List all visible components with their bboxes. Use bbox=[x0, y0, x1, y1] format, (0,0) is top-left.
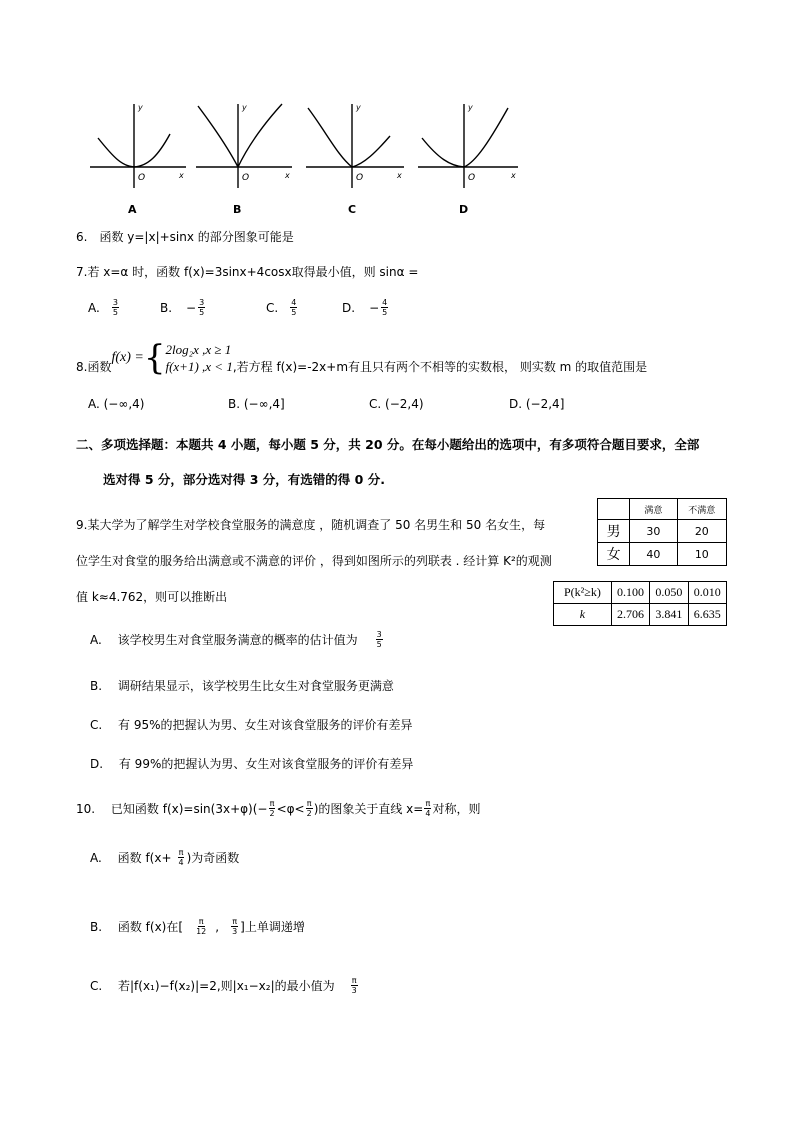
q8-option-b[interactable]: B. (−∞,4] bbox=[228, 397, 285, 411]
q10-option-a[interactable]: A. 函数 f(x+ $\frac{\pi}{4}$ )为奇函数 bbox=[90, 848, 240, 867]
graph-d bbox=[418, 103, 518, 216]
section2-heading-line2: 选对得 5 分，部分选对得 3 分，有选错的得 0 分. bbox=[103, 472, 385, 487]
q8-option-c[interactable]: C. (−2,4) bbox=[369, 397, 424, 411]
q9-option-a[interactable]: A. 该学校男生对食堂服务满意的概率的估计值为 $\frac{3}{5}$ bbox=[90, 630, 382, 649]
q9-option-b[interactable]: B. 调研结果显示，该学校男生比女生对食堂服务更满意 bbox=[90, 679, 394, 693]
q9-contingency-table: 满意 不满意 男 30 20 女 40 10 bbox=[597, 498, 727, 566]
q7-option-a[interactable]: A. $\frac{3}{5}$ bbox=[88, 298, 118, 317]
svg-text:y: y bbox=[356, 103, 361, 112]
graph-d-label: D bbox=[459, 203, 469, 216]
svg-text:O: O bbox=[242, 173, 250, 183]
q8-option-a[interactable]: A. (−∞,4) bbox=[88, 397, 145, 411]
q9-option-c[interactable]: C. 有 95%的把握认为男、女生对该食堂服务的评价有差异 bbox=[90, 718, 413, 732]
section2-heading-line1: 二、多项选择题：本题共 4 小题，每小题 5 分，共 20 分。在每小题给出的选项中，有多项符合题目要求，全部 bbox=[76, 437, 700, 452]
q6-stem: 6. 函数 y=|x|+sinx 的部分图象可能是 bbox=[76, 230, 294, 244]
graph-a-label: A bbox=[128, 203, 137, 216]
svg-text:x: x bbox=[511, 171, 516, 180]
q10-stem: 10. 已知函数 f(x)=sin(3x+φ)(− $\frac{\pi}{2}$ <φ< $\frac{\pi}{2}$ )的图象关于直线 x= $\frac{\pi}{4}$ 对称，则 bbox=[76, 799, 481, 818]
svg-text:x: x bbox=[397, 171, 402, 180]
q9-option-d[interactable]: D. 有 99%的把握认为男、女生对该食堂服务的评价有差异 bbox=[90, 757, 414, 771]
q8-stem: 8.函数 f(x) = { 2log₂x ,x ≥ 1 f(x+1) ,x < 1 ,若方程 f(x)=-2x+m有且只有两个不相等的实数根， 则实数 m 的取值范围是 bbox=[76, 337, 648, 378]
graph-c-label: C bbox=[348, 203, 357, 216]
graph-c bbox=[306, 103, 404, 216]
svg-text:y: y bbox=[242, 103, 247, 112]
svg-text:x: x bbox=[285, 171, 290, 180]
q7-option-c[interactable]: C. $\frac{4}{5}$ bbox=[266, 298, 297, 317]
q10-option-c[interactable]: C. 若|f(x₁)−f(x₂)|=2,则|x₁−x₂|的最小值为 $\frac{\pi}{3}$ bbox=[90, 976, 357, 995]
graph-a-y-label: y bbox=[138, 103, 143, 112]
svg-text:O: O bbox=[468, 173, 476, 183]
table-row: 女 40 10 bbox=[598, 543, 727, 566]
q7-stem: 7.若 x=α 时，函数 f(x)=3sinx+4cosx取得最小值，则 sinα = bbox=[76, 265, 419, 279]
q7-option-b[interactable]: B. − $\frac{3}{5}$ bbox=[160, 298, 205, 317]
table-row: k 2.706 3.841 6.635 bbox=[554, 604, 727, 626]
q8-brace: { bbox=[143, 337, 166, 378]
q7-option-d[interactable]: D. − $\frac{4}{5}$ bbox=[342, 298, 388, 317]
graph-b bbox=[196, 103, 292, 216]
q9-line3: 值 k≈4.762，则可以推断出 bbox=[76, 590, 228, 604]
svg-text:y: y bbox=[468, 103, 473, 112]
q9-critical-value-table bbox=[553, 581, 727, 626]
q8-cases: 2log₂x ,x ≥ 1 f(x+1) ,x < 1 bbox=[165, 341, 233, 374]
table-row: 男 30 20 bbox=[598, 520, 727, 543]
graph-a bbox=[90, 103, 186, 216]
svg-text:O: O bbox=[356, 173, 364, 183]
table-row: P(k²≥k) 0.100 0.050 0.010 bbox=[554, 582, 727, 604]
q9-line2: 位学生对食堂的服务给出满意或不满意的评价 ，得到如图所示的列联表 . 经计算 K²的观测 bbox=[76, 554, 552, 568]
q8-fx: f(x) = bbox=[111, 349, 144, 365]
q10-option-b[interactable]: B. 函数 f(x)在[ $\frac{\pi}{12}$ , $\frac{\pi}{3}$ ]上单调递增 bbox=[90, 917, 305, 936]
q8-option-d[interactable]: D. (−2,4] bbox=[509, 397, 565, 411]
graph-a-x-label: x bbox=[179, 171, 184, 180]
graph-b-label: B bbox=[233, 203, 242, 216]
q9-line1: 9.某大学为了解学生对学校食堂服务的满意度 ，随机调查了 50 名男生和 50 名女生，每 bbox=[76, 518, 546, 532]
q6-graphs bbox=[86, 96, 526, 222]
graph-a-origin: O bbox=[138, 173, 146, 183]
